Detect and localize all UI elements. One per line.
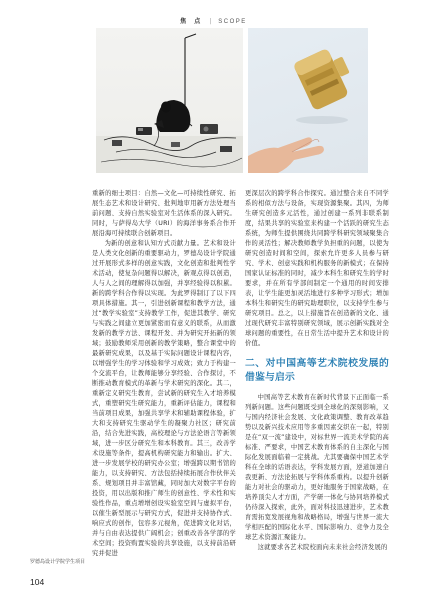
hand-object-photo-drawing (248, 28, 368, 173)
left-paragraph-1: 重新的细士项目：自然—文化—可持续性研究、拓展生态艺术和设计研究、批判地审用新方法处理当前问题、支持自然实验室对生活体系的深入研究。同时，与萨得岛大学（URI）的海洋事务系合作开展沿海可持续联合创新项目。 (92, 190, 236, 237)
right-text-column (245, 189, 389, 553)
section-name-cn: 焦 点 (180, 18, 204, 25)
performance-photo-drawing (96, 28, 243, 173)
right-paragraph-1: 更深层次的跨学科合作探究。通过整合来自不同学系的相似方法与设备，实现资源集聚。其四，为师生研究创造多元活性，通过创建一系列非联系制度，结果共享的实验室来构建一个活跃的研究生态系统，为师生提供围绕共同跨学科研究领域聚集合作的灵活性；解决教师教学负担重的问题，以使为研究创造时间和空间，探索允许更多人员参与研究、学术、创意实践和机构服务的新模式；在保持国家认证标准的同时，减少本科生和研究生的学时要求，并在所有学部间制定一个通用的时间安排表，让学生能更加灵活地进行多种学习形式；增加本科生和研究生的研究助理职位，以支持学生参与研究项目。总之，以上措施旨在创造新的文化、通过现代研究丰富特别研究领域，展示创新实践对全球问题的重要性，在日常生活中提升艺术和设计的价值。 (245, 190, 389, 347)
section-name-en: SCOPE (218, 19, 247, 25)
section-heading: 二、对中国高等艺术院校发展的借鉴与启示 (245, 358, 389, 383)
right-paragraph-2: 中国高等艺术教育在新时代背景下正面临一系列新问题。这些问题既受到全球化的深刻影响，又与国内经济社会发展、文化政策调整、教育改革趋势以及新兴技术应用等多重因素交织在一起，特别是在“双一流”建设中，对标世界一流美术学院的高标准、严要求，中国艺术教育体系的自主深化与国际化发展面临着一定挑战。尤其要确保中国艺术学科在全球的话语表达，学科发展方面，逆道加速自我更新、方法论拓展与学科体系重构。以提升创新能力对社会的驱动力，更好地服务于国家战略，在培养顶尖人才方面，产学研一体化与协同培养模式仍待深入探索，此外，面对科技迅速进步，艺术教育需拓宽发展视角和战略格局，增强与世界一流大学相匹配的国际化水平、国际影响力、竞争力及全球艺术资源汇聚能力。 (245, 394, 389, 541)
page-number: 104 (30, 577, 45, 587)
performance-photo (96, 28, 243, 173)
running-header (0, 16, 427, 25)
photo-caption: 罗德岛设计学院学生项目 (30, 559, 86, 565)
header-divider: | (209, 18, 213, 25)
left-paragraph-2: 为新的创意和认知方式贡献力量。艺术和设计是人类文化创新的重要驱动力，罗德岛设计学院通过开展形式多样的创意实践，文化创造和批判性学术活动，使复杂问题得以解决，新观点得以创造，人与人之间的理解得以加强，并享经验得以积累。新的跨学科合作得以实现。为此罗得制订了以下四项具体措施。其一，引进创新课程和教学方法，通过“教学实验室”支持教学工作，促进其教学、研究与实践之间建立更加紧密而有意义的联系，从而激发新的教学方法、课程开发、并为研究开拓新的领域；鼓励教师采用创新的教学策略，整合课堂中的最新研究成果，以及基于实际问题设计课程内容，以增强学生的学习体验和学习成效；致力于构建一个交流平台，让教师能够分享经验、合作探讨，不断推动教育模式的革新与学术研究的深化。其二，重新定义研究生教育，尝试新的研究生入才培养模式，重塑研究生研究能力，重新评估能力，课程和当前项目成果，加强共享学术和辅助课程体验，扩大和支持研究生驱动学生的凝聚力社区；研究前沿，结合先进实践，高校理论与方法论语言等新领域，进一步区分研究生和本科教育。其三，改善学术设施等条件，提高机构研究能力和输出。扩大、进一步发展学校的研究办公室；增强跨以期书馆的能力，以支持研究、方法包括持续拓展合作伙伴关系、规划项目并丰富馆藏，同时加大对数字平台的投资，用以出版和推广师生的创意性、学术性和实验性作品，重点增增创设实验室空间与虚拟平台，以催生新型展示与研究方式，促进并支持协作式、响应式的创作，包容多元视角，促进跨文化对话，并与自由表达提供广阔机会；创重改善各学部的学术空间；投资购置实验的共享设施，以支持前沿研究并促进 (92, 240, 236, 557)
hand-object-photo (248, 28, 368, 173)
right-paragraph-3: 这就要求各艺术院校面向未来社会经济发展的 (257, 544, 388, 551)
left-text-column (92, 189, 236, 559)
